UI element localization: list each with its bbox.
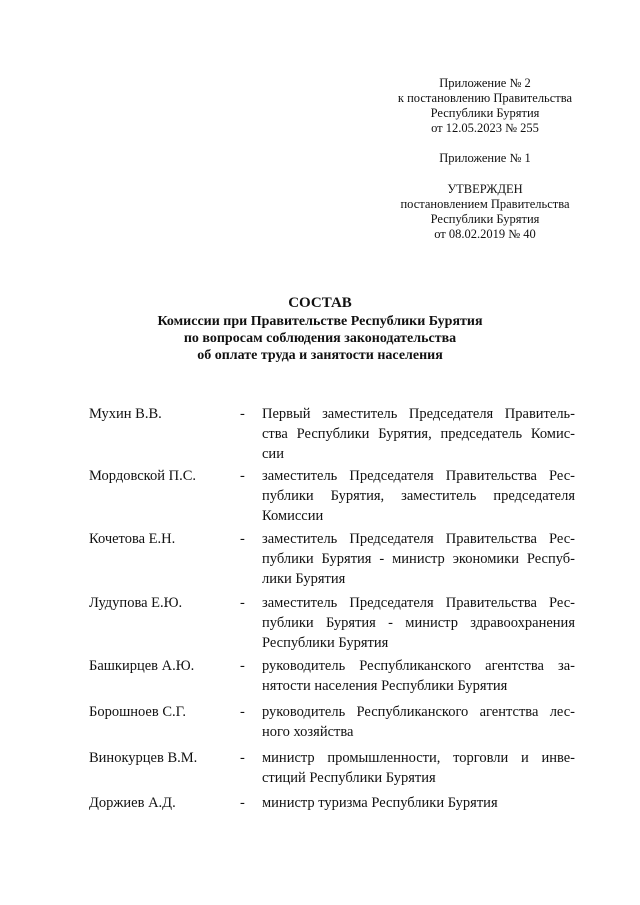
appendix-current-number: Приложение № 2 (439, 76, 531, 90)
member-role-line: публики Бурятия - министр экономики Респуб- (262, 551, 575, 567)
title-line-3: по вопросам соблюдения законодательства (183, 331, 457, 346)
approval-ref: постановлением Правительства (400, 197, 570, 211)
member-name: Башкирцев А.Ю. (89, 658, 195, 674)
member-name: Кочетова Е.Н. (89, 531, 176, 547)
member-role-line: сии (262, 446, 284, 462)
member-dash: - (240, 406, 245, 422)
member-dash: - (240, 795, 245, 811)
member-role-line: ства Республики Бурятия, председатель Комис- (262, 426, 575, 442)
title-line-2: Комиссии при Правительстве Республики Бурятия (157, 314, 483, 329)
member-role-line: публики Бурятия - министр здравоохранения (262, 615, 575, 631)
member-dash: - (240, 750, 245, 766)
member-role (262, 593, 575, 653)
member-name: Мордовской П.С. (89, 468, 197, 484)
appendix-original-number: Приложение № 1 (439, 151, 531, 165)
member-role (262, 656, 575, 696)
member-dash: - (240, 595, 245, 611)
member-role-line: Комиссии (262, 508, 324, 524)
member-role-line: Республики Бурятия (262, 635, 389, 651)
appendix-current-date: от 12.05.2023 № 255 (431, 121, 539, 135)
member-role (262, 793, 575, 813)
member-role-line: публики Бурятия, заместитель председателя (262, 488, 575, 504)
member-role-line: заместитель Председателя Правительства Рес- (262, 531, 575, 547)
member-role-line: нятости населения Республики Бурятия (262, 678, 508, 694)
member-name: Мухин В.В. (89, 406, 162, 422)
approval-republic: Республики Бурятия (430, 212, 540, 226)
member-role-line: ного хозяйства (262, 724, 354, 740)
member-role-line: заместитель Председателя Правительства Рес- (262, 468, 575, 484)
member-role-line: стиций Республики Бурятия (262, 770, 436, 786)
member-dash: - (240, 468, 245, 484)
appendix-current-ref: к постановлению Правительства (397, 91, 573, 105)
member-role-line: лики Бурятия (262, 571, 346, 587)
appendix-current-republic: Республики Бурятия (430, 106, 540, 120)
member-role-line: Первый заместитель Председателя Правитель- (262, 406, 575, 422)
member-dash: - (240, 531, 245, 547)
approval-stamp: УТВЕРЖДЕН (447, 182, 523, 196)
member-name: Борошноев С.Г. (89, 704, 187, 720)
member-role (262, 529, 575, 589)
member-role-line: руководитель Республиканского агентства лес- (262, 704, 575, 720)
member-role-line: министр промышленности, торговли и инве- (262, 750, 575, 766)
member-role-line: руководитель Республиканского агентства за- (262, 658, 575, 674)
member-name: Лудупова Е.Ю. (89, 595, 183, 611)
title-main: СОСТАВ (288, 295, 352, 311)
member-role (262, 404, 575, 464)
member-role (262, 702, 575, 742)
member-role-line: заместитель Председателя Правительства Рес- (262, 595, 575, 611)
member-name: Доржиев А.Д. (89, 795, 176, 811)
member-role (262, 748, 575, 788)
approval-date: от 08.02.2019 № 40 (434, 227, 536, 241)
member-dash: - (240, 704, 245, 720)
member-name: Винокурцев В.М. (89, 750, 198, 766)
member-dash: - (240, 658, 245, 674)
member-role-line: министр туризма Республики Бурятия (262, 795, 498, 811)
member-role (262, 466, 575, 526)
title-line-4: об оплате труда и занятости населения (197, 348, 443, 363)
